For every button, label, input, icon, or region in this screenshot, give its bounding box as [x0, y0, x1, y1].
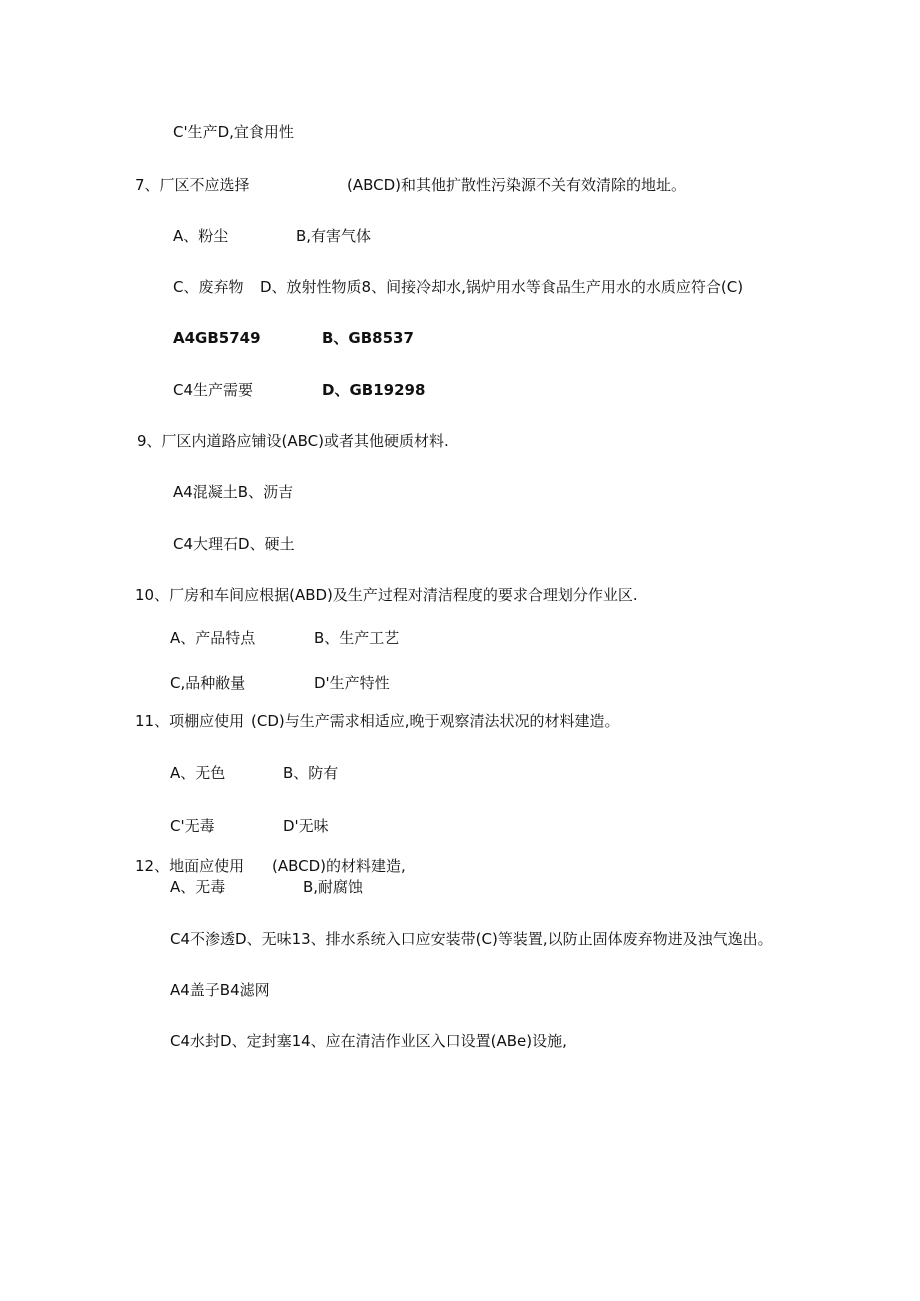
option-line	[314, 673, 390, 693]
question-line	[135, 711, 244, 731]
option-text: C,品种敝量	[170, 674, 246, 692]
option-line	[173, 226, 228, 246]
option-text: C4不渗透D、无味13、排水系统入口应安装带(C)等装置,以防止固体废弃物进及浊气逸出。	[170, 930, 773, 948]
option-line	[170, 1031, 567, 1051]
question-text: (ABCD)和其他扩散性污染源不关有效清除的地址。	[347, 176, 687, 194]
option-text: C'无毒	[170, 817, 215, 835]
option-text: A、无色	[170, 764, 226, 782]
text-line	[173, 122, 294, 142]
question-text: 9、厂区内道路应铺设(ABC)或者其他硬质材料.	[137, 432, 449, 450]
option-line	[173, 482, 293, 502]
option-line	[170, 980, 270, 1000]
option-text: D、放射性物质8、间接冷却水,锅炉用水等食品生产用水的水质应符合(C)	[260, 278, 744, 296]
option-line	[170, 877, 225, 897]
option-text: B,耐腐蚀	[303, 878, 364, 896]
option-text: B,有害气体	[296, 227, 372, 245]
option-line	[173, 534, 295, 554]
question-line	[272, 856, 406, 876]
option-line	[170, 763, 225, 783]
option-text: A4混凝土B、沥吉	[173, 483, 294, 501]
option-line	[170, 628, 255, 648]
option-line	[283, 763, 338, 783]
option-line	[322, 380, 425, 400]
option-line	[260, 277, 743, 297]
question-text: 7、厂区不应选择	[135, 176, 250, 194]
option-line	[173, 328, 261, 348]
option-text: D'生产特性	[314, 674, 390, 692]
text-segment: C'生产D,宜食用性	[173, 123, 294, 141]
option-text: C、废弃物	[173, 278, 244, 296]
option-text: A4GB5749	[173, 329, 261, 347]
option-line	[170, 816, 215, 836]
option-text: D'无味	[283, 817, 329, 835]
question-line	[135, 175, 250, 195]
question-line	[135, 856, 244, 876]
option-text: B、GB8537	[322, 329, 414, 347]
question-line	[135, 585, 638, 605]
option-line	[170, 929, 773, 949]
option-text: C4大理石D、硬土	[173, 535, 295, 553]
option-line	[322, 328, 414, 348]
option-text: B、防有	[283, 764, 339, 782]
option-line	[303, 877, 363, 897]
question-text: (CD)与生产需求相适应,晚于观察清法状况的材料建造。	[251, 712, 620, 730]
option-line	[173, 277, 243, 297]
option-line	[283, 816, 329, 836]
option-line	[173, 380, 253, 400]
question-text: 10、厂房和车间应根据(ABD)及生产过程对清洁程度的要求合理划分作业区.	[135, 586, 638, 604]
question-line	[137, 431, 449, 451]
option-text: A、产品特点	[170, 629, 256, 647]
option-text: D、GB19298	[322, 381, 426, 399]
question-text: (ABCD)的材料建造,	[272, 857, 406, 875]
option-text: A4盖子B4滤网	[170, 981, 270, 999]
question-line	[251, 711, 620, 731]
question-text: 12、地面应使用	[135, 857, 245, 875]
option-text: B、生产工艺	[314, 629, 400, 647]
question-text: 11、项棚应使用	[135, 712, 245, 730]
option-line	[314, 628, 399, 648]
question-line	[347, 175, 686, 195]
option-line	[296, 226, 371, 246]
option-line	[170, 673, 245, 693]
option-text: C4生产需要	[173, 381, 254, 399]
option-text: A、无毒	[170, 878, 226, 896]
option-text: C4水封D、定封塞14、应在清洁作业区入口设置(ABe)设施,	[170, 1032, 567, 1050]
option-text: A、粉尘	[173, 227, 229, 245]
